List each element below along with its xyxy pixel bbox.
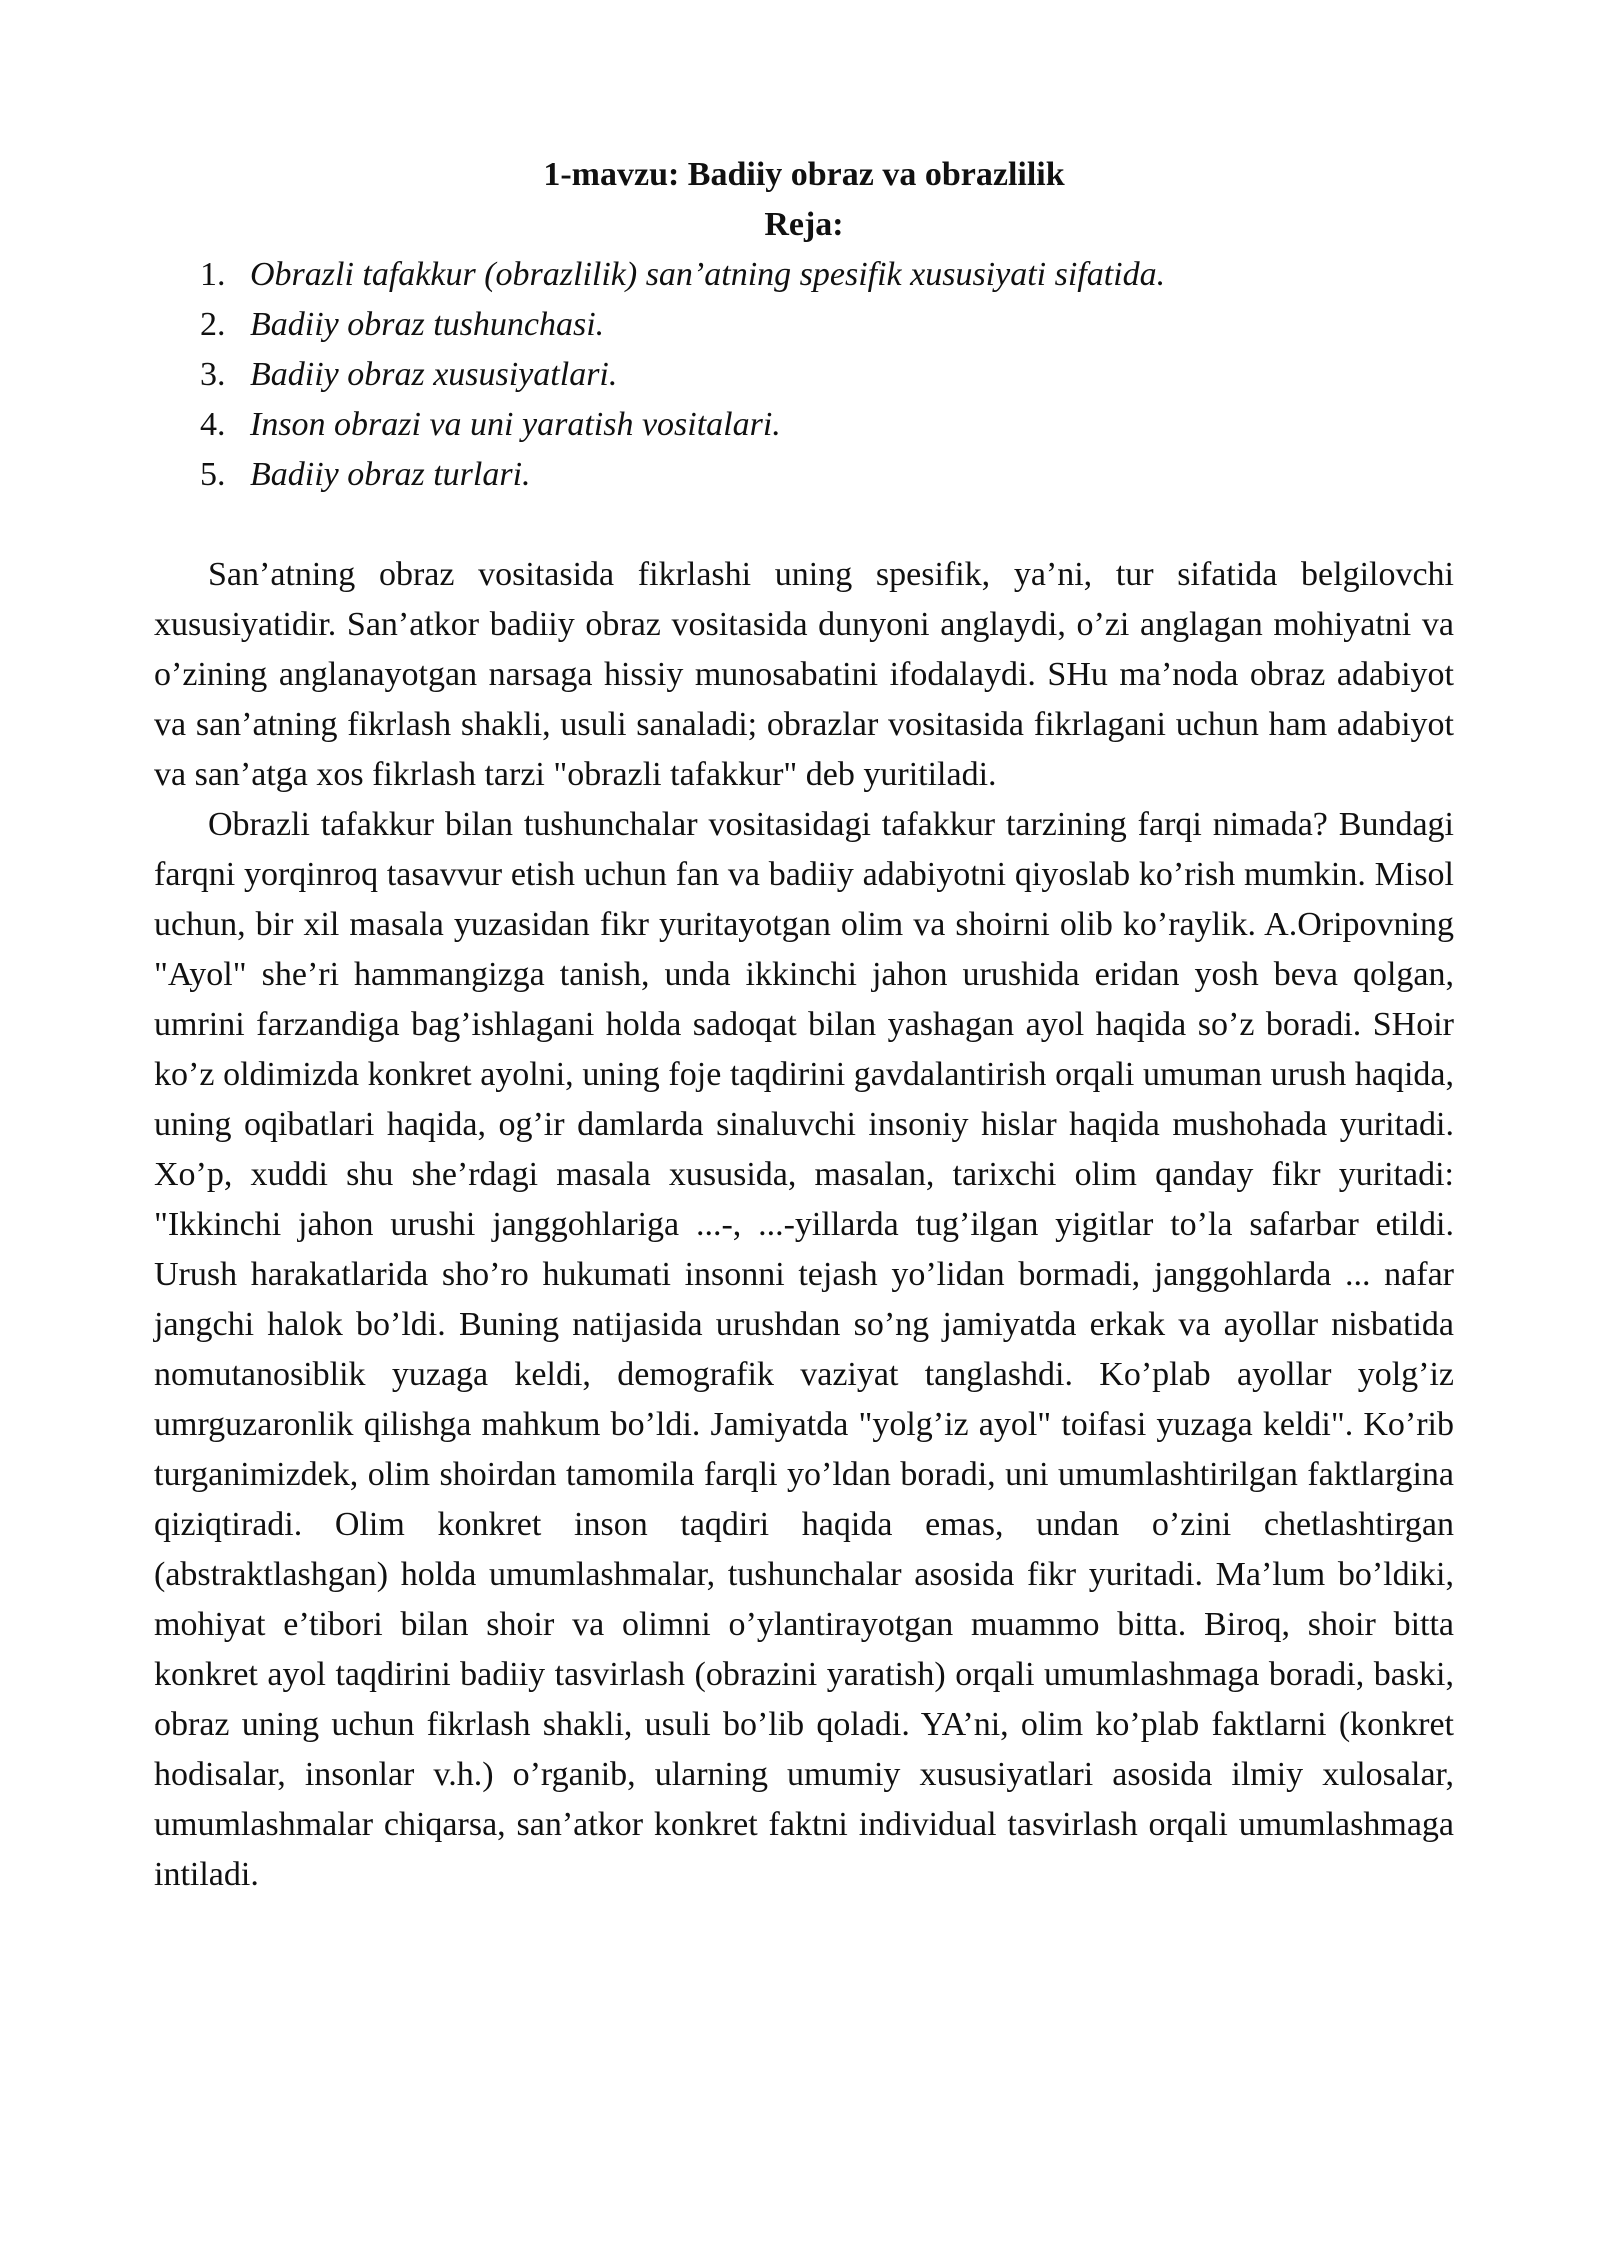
plan-item-number: 3. (200, 356, 226, 393)
body-paragraph: Obrazli tafakkur bilan tushunchalar vositasidagi tafakkur tarzining farqi nimada? Bundagi farqni yorqinroq tasavvur etish uchun fan va badiiy adabiyotni qiyoslab ko’rish mumkin. Misol uchun, bir xil masala yuzasidan fikr yuritayotgan olim va shoirni olib ko’raylik. A.Oripovning "Ayol" she’ri hammangizga tanish, unda ikkinchi jahon urushida eridan yosh beva qolgan, umrini farzandiga bag’ishlagani holda sadoqat bilan yashagan ayol haqida so’z boradi. SHoir ko’z oldimizda konkret ayolni, uning foje taqdirini gavdalantirish orqali umuman urush haqida, uning oqibatlari haqida, og’ir damlarda sinaluvchi insoniy hislar haqida mushohada yuritadi. Xo’p, xuddi shu she’rdagi masala xususida, masalan, tarixchi olim qanday fikr yuritadi: "Ikkinchi jahon urushi janggohlariga ...-, ...-yillarda tug’ilgan yigitlar to’la safarbar etildi. Urush harakatlarida sho’ro hukumati insonni tejash yo’lidan bormadi, janggohlarda ... nafar jangchi halok bo’ldi. Buning natijasida urushdan so’ng jamiyatda erkak va ayollar nisbatida nomutanosiblik yuzaga keldi, demografik vaziyat tanglashdi. Ko’plab ayollar yolg’iz umrguzaronlik qilishga mahkum bo’ldi. Jamiyatda "yolg’iz ayol" toifasi yuzaga keldi". Ko’rib turganimizdek, olim shoirdan tamomila farqli yo’ldan boradi, uni umumlashtirilgan faktlargina qiziqtiradi. Olim konkret inson taqdiri haqida emas, undan o’zini chetlashtirgan (abstraktlashgan) holda umumlashmalar, tushunchalar asosida fikr yuritadi. Ma’lum bo’ldiki, mohiyat e’tibori bilan shoir va olimni o’ylantirayotgan muammo bitta. Biroq, shoir bitta konkret ayol taqdirini badiiy tasvirlash (obrazini yaratish) orqali umumlashmaga boradi, baski, obraz uning uchun fikrlash shakli, usuli bo’lib qoladi. YA’ni, olim ko’plab faktlarni (konkret hodisalar, insonlar v.h.) o’rganib, ularning umumiy xususiyatlari asosida ilmiy xulosalar, umumlashmalar chiqarsa, san’atkor konkret faktni individual tasvirlash orqali umumlashmaga intiladi. (154, 806, 1454, 1893)
plan-item-number: 4. (200, 406, 226, 443)
plan-heading: Reja: (764, 206, 844, 243)
plan-item (154, 250, 1454, 300)
plan-item-text: Inson obrazi va uni yaratish vositalari. (250, 406, 781, 443)
plan-item-text: Obrazli tafakkur (obrazlilik) san’atning spesifik xususiyati sifatida. (250, 256, 1166, 293)
plan-list (154, 250, 1454, 500)
plan-item-number: 5. (200, 456, 226, 493)
plan-item-text: Badiiy obraz tushunchasi. (250, 306, 605, 343)
plan-item-number: 2. (200, 306, 226, 343)
document-page (154, 150, 1454, 1900)
plan-item (154, 300, 1454, 350)
plan-item-number: 1. (200, 256, 226, 293)
plan-item (154, 450, 1454, 500)
plan-item (154, 350, 1454, 400)
plan-item-text: Badiiy obraz turlari. (250, 456, 531, 493)
plan-item (154, 400, 1454, 450)
spacer (154, 500, 1454, 550)
page-title: 1-mavzu: Badiiy obraz va obrazlilik (543, 156, 1065, 193)
plan-item-text: Badiiy obraz xususiyatlari. (250, 356, 618, 393)
body-paragraph: San’atning obraz vositasida fikrlashi uning spesifik, ya’ni, tur sifatida belgilovchi xususiyatidir. San’atkor badiiy obraz vositasida dunyoni anglaydi, o’zi anglagan mohiyatni va o’zining anglanayotgan narsaga hissiy munosabatini ifodalaydi. SHu ma’noda obraz adabiyot va san’atning fikrlash shakli, usuli sanaladi; obrazlar vositasida fikrlagani uchun ham adabiyot va san’atga xos fikrlash tarzi "obrazli tafakkur" deb yuritiladi. (154, 556, 1454, 793)
